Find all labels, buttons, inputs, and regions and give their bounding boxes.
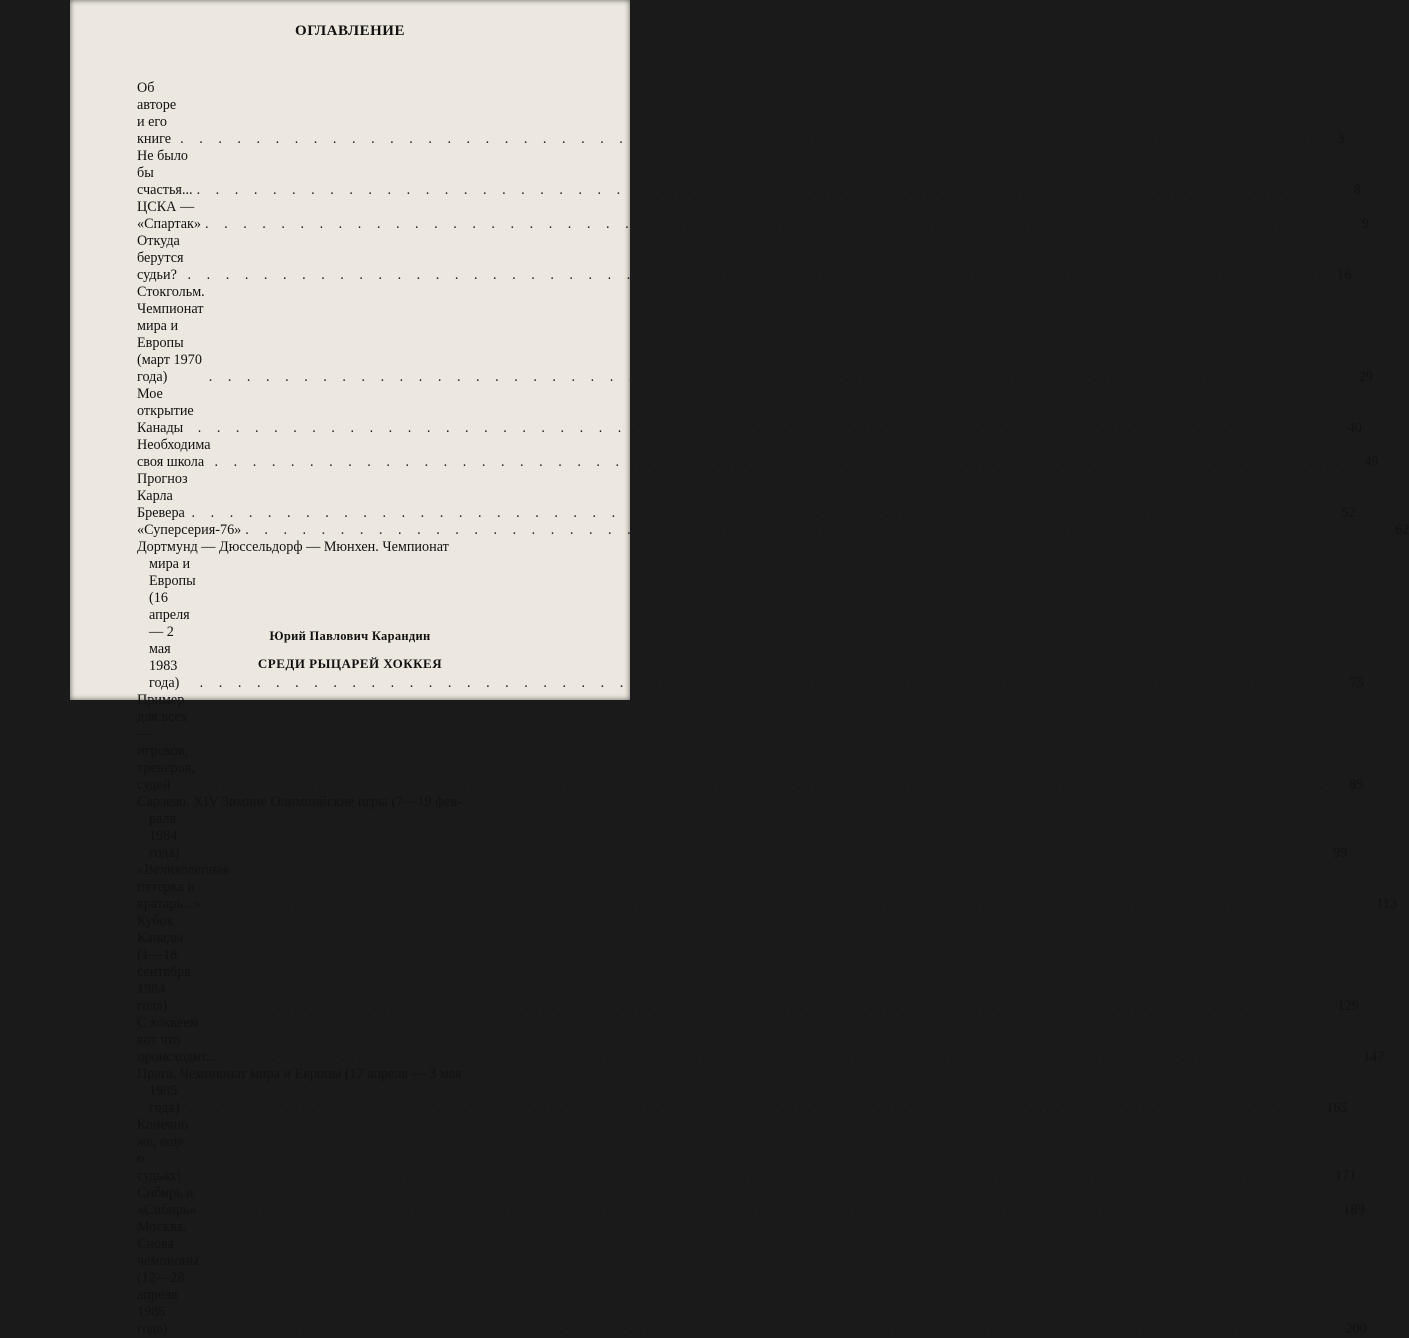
toc-leader-dots: . . . . . . . . . . . . . . . . . . . . . . . . . . . . . . . . . . . . . . . . . . . . . . . . . . . . . . . . . . . . — [214, 454, 1351, 470]
toc-page-number: 49 — [1364, 454, 1379, 470]
toc-page-number: 52 — [1341, 505, 1356, 521]
toc-entry-title-line: Сараево. XIV Зимние Олимпийские игры (7—19 фев- — [137, 794, 462, 810]
toc-entry-title: Кубок Канады (1—18 сентября 1984 года) — [137, 913, 191, 1014]
toc-page-number: 113 — [1376, 896, 1398, 912]
toc-entry-title: Необходима своя школа — [137, 437, 211, 470]
toc-entry — [137, 1117, 1357, 1185]
toc-entry-title: С хоккеем вот что происходит... — [137, 1015, 217, 1065]
toc-entry-title: Сибирь и «Сибирь» — [137, 1185, 197, 1218]
toc-page-number: 62 — [1395, 522, 1409, 538]
toc-entry-title: Откуда берутся судьи? — [137, 233, 184, 283]
toc-page-number: 147 — [1363, 1049, 1385, 1065]
toc-entry — [137, 233, 1352, 284]
toc-entry — [137, 794, 1348, 862]
toc-page-number: 171 — [1335, 1168, 1357, 1184]
toc-entry-title: Не было бы счастья... — [137, 148, 193, 198]
toc-page-number: 189 — [1343, 1202, 1365, 1218]
toc-page-number: 165 — [1326, 1100, 1348, 1116]
toc-entry — [137, 471, 1356, 522]
toc-leader-dots: . . . . . . . . . . . . . . . . . . . . . . . . . . . . . . . . . . . . . . . . . . . . . . . . . . . . . . . . . . . . — [187, 267, 1324, 283]
toc-entry-title: Конечно же, еще о судьях! — [137, 1117, 189, 1184]
toc-entry-title: раля 1984 года) — [149, 811, 180, 861]
toc-leader-dots: . . . . . . . . . . . . . . . . . . . . . . . . . . . . . . . . . . . . . . . . . . . . . . . . . . . . . . . . . . . . — [199, 777, 1336, 793]
toc-entry — [137, 862, 1398, 913]
toc-entry — [137, 522, 1409, 539]
toc-page-number: 75 — [1349, 675, 1364, 691]
toc-entry — [137, 437, 1379, 471]
toc-leader-dots: . . . . . . . . . . . . . . . . . . . . . . . . . . . . . . . . . . . . . . . . . . . . . . . . . . . . . . . . . . . . — [197, 420, 1334, 436]
toc-page-number: 40 — [1347, 420, 1362, 436]
toc-leader-dots: . . . . . . . . . . . . . . . . . . . . . . . . . . . . . . . . . . . . . . . . . . . . . . . . . . . . . . . . . . . . — [192, 1168, 1329, 1184]
book-page — [70, 0, 1409, 1337]
toc-entry-title: Об авторе и его книге — [137, 80, 177, 147]
toc-entry — [137, 1185, 1365, 1219]
toc-leader-dots: . . . . . . . . . . . . . . . . . . . . . . . . . . . . . . . . . . . . . . . . . . . . . . . . . . . . . . . . . . . . — [196, 182, 1333, 198]
toc-entry — [137, 913, 1359, 1015]
toc-entry — [137, 148, 1361, 199]
toc-page-number: 9 — [1362, 216, 1370, 232]
toc-leader-dots: . . . . . . . . . . . . . . . . . . . . . . . . . . . . . . . . . . . . . . . . . . . . . . . . . . . . . . . . . . . . — [194, 998, 1331, 1014]
toc-leader-dots: . . . . . . . . . . . . . . . . . . . . . . . . . . . . . . . . . . . . . . . . . . . . . . . . . . . . . . . . . . . . — [220, 1049, 1357, 1065]
toc-leader-dots: . . . . . . . . . . . . . . . . . . . . . . . . . . . . . . . . . . . . . . . . . . . . . . . . . . . . . . . . . . . . — [180, 131, 1317, 147]
toc-entry-title: Москва. Снова чемпионы (12—28 апреля 1986 года) — [137, 1219, 199, 1337]
toc-entry-title: «Великолепная пятерка и вратарь...» — [137, 862, 229, 912]
toc-leader-dots: . . . . . . . . . . . . . . . . . . . . . . . . . . . . . . . . . . . . . . . . . . . . . . . . . . . . . . . . . . . . — [202, 1321, 1339, 1337]
toc-page-number: 85 — [1348, 777, 1364, 793]
toc-entry — [137, 692, 1364, 794]
book-title: СРЕДИ РЫЦАРЕЙ ХОККЕЯ — [257, 656, 443, 671]
toc-leader-dots: . . . . . . . . . . . . . . . . . . . . . . . . . . . . . . . . . . . . . . . . . . . . . . . . . . . . . . . . . . . . — [205, 216, 1342, 232]
toc-page-number: 3 — [1337, 131, 1345, 147]
toc-entry-title: ЦСКА — «Спартак» — [137, 199, 202, 232]
toc-entry-title: мира и Европы (16 апреля — 2 мая 1983 года) — [149, 556, 196, 691]
toc-entry — [137, 1015, 1385, 1066]
toc-leader-dots: . . . . . . . . . . . . . . . . . . . . . . . . . . . . . . . . . . . . . . . . . . . . . . . . . . . . . . . . . . . . — [183, 845, 1320, 861]
toc-entry-title: Мое открытие Канады — [137, 386, 194, 436]
toc-leader-dots: . . . . . . . . . . . . . . . . . . . . . . . . . . . . . . . . . . . . . . . . . . . . . . . . . . . . . . . . . . . . — [208, 369, 1345, 385]
toc-leader-dots: . . . . . . . . . . . . . . . . . . . . . . . . . . . . . . . . . . . . . . . . . . . . . . . . . . . . . . . . . . . . — [245, 522, 1382, 538]
toc-page-number: 200 — [1345, 1321, 1367, 1337]
toc-leader-dots: . . . . . . . . . . . . . . . . . . . . . . . . . . . . . . . . . . . . . . . . . . . . . . . . . . . . . . . . . . . . — [191, 505, 1328, 521]
toc-entry — [137, 80, 1345, 148]
toc-entry-title: Стокгольм. Чемпионат мира и Европы (март 1970 года) — [137, 284, 205, 385]
toc-entry — [137, 386, 1362, 437]
author-name: Юрий Павлович Карандин — [269, 629, 431, 643]
toc-heading: ОГЛАВЛЕНИЕ — [295, 23, 405, 39]
toc-entry-title-line: Дортмунд — Дюссельдорф — Мюнхен. Чемпионат — [137, 539, 449, 555]
toc-page-number: 8 — [1353, 182, 1361, 198]
toc-page-number: 129 — [1337, 998, 1359, 1014]
toc-page-number: 99 — [1333, 845, 1348, 861]
toc-page-number: 16 — [1337, 267, 1352, 283]
toc-entry-title: 1985 года) — [149, 1083, 180, 1116]
toc-leader-dots: . . . . . . . . . . . . . . . . . . . . . . . . . . . . . . . . . . . . . . . . . . . . . . . . . . . . . . . . . . . . — [233, 896, 1370, 912]
toc-entry — [137, 199, 1370, 233]
toc-entry-title: Прогноз Карла Бревера — [137, 471, 188, 521]
toc-leader-dots: . . . . . . . . . . . . . . . . . . . . . . . . . . . . . . . . . . . . . . . . . . . . . . . . . . . . . . . . . . . . — [183, 1100, 1320, 1116]
toc-list — [137, 80, 1409, 1338]
toc-entry — [137, 1066, 1348, 1117]
toc-entry-title: Пример для всех — игроков, тренеров, судей — [137, 692, 196, 793]
toc-entry — [137, 284, 1373, 386]
toc-leader-dots: . . . . . . . . . . . . . . . . . . . . . . . . . . . . . . . . . . . . . . . . . . . . . . . . . . . . . . . . . . . . — [199, 675, 1336, 691]
toc-entry — [137, 1219, 1367, 1338]
toc-entry-title: «Суперсерия-76» — [137, 522, 242, 538]
toc-leader-dots: . . . . . . . . . . . . . . . . . . . . . . . . . . . . . . . . . . . . . . . . . . . . . . . . . . . . . . . . . . . . — [200, 1202, 1337, 1218]
toc-entry-title-line: Прага. Чемпионат мира и Европы (17 апреля — 3 мая — [137, 1066, 462, 1082]
toc-page-number: 29 — [1358, 369, 1373, 385]
